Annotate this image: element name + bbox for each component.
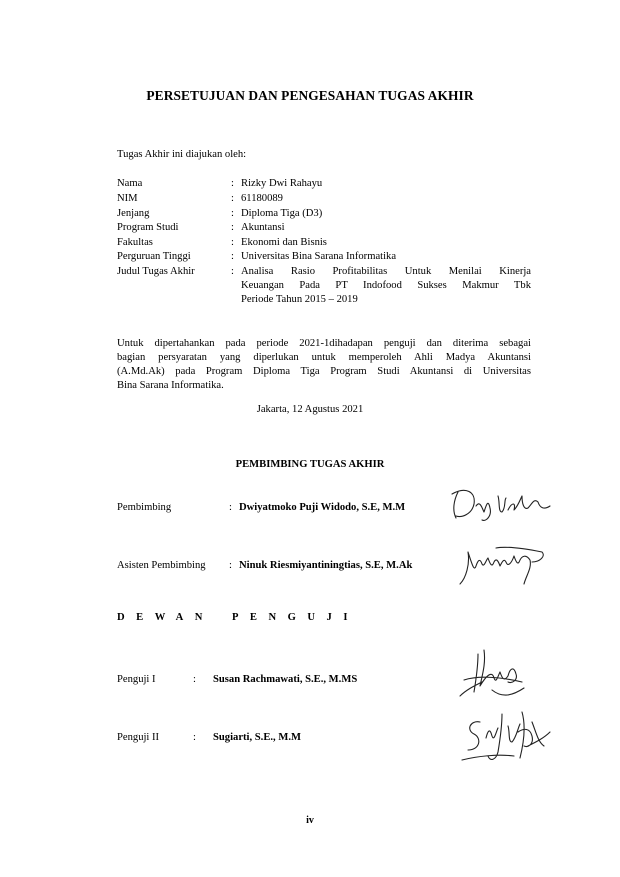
paragraph-line: Bina Sarana Informatika.: [117, 380, 224, 391]
field-value-jenjang: Diploma Tiga (D3): [241, 208, 323, 219]
penguji-1-name: Susan Rachmawati, S.E., M.MS: [213, 674, 358, 685]
field-value-judul-line-2: Keuangan Pada PT Indofood Sukses Makmur Tbk: [241, 280, 531, 291]
page-number: iv: [306, 815, 314, 826]
asisten-name: Ninuk Riesmiyantiningtias, S.E, M.Ak: [239, 560, 413, 571]
field-label-fakultas: Fakultas: [117, 237, 153, 248]
pembimbing-label: Pembimbing: [117, 502, 172, 513]
field-label-judul: Judul Tugas Akhir: [117, 266, 195, 277]
asisten-colon: :: [229, 560, 232, 571]
field-value-judul-line-1: Analisa Rasio Profitabilitas Untuk Menilai Kinerja: [241, 266, 531, 277]
dewan-word-1: DEWAN: [117, 612, 214, 623]
asisten-label: Asisten Pembimbing: [117, 560, 206, 571]
field-value-nama: Rizky Dwi Rahayu: [241, 178, 323, 189]
page-title: PERSETUJUAN DAN PENGESAHAN TUGAS AKHIR: [146, 88, 474, 103]
field-label-program-studi: Program Studi: [117, 222, 179, 233]
field-label-nama: Nama: [117, 178, 143, 189]
pembimbing-heading: PEMBIMBING TUGAS AKHIR: [235, 459, 385, 470]
penguji-1-label: Penguji I: [117, 674, 156, 685]
paragraph-line: bagian persyaratan yang diperlukan untuk memperoleh Ahli Madya Akuntansi: [117, 352, 531, 363]
penguji-1-signature: [452, 646, 534, 708]
field-value-nim: 61180089: [241, 193, 283, 204]
intro-text: Tugas Akhir ini diajukan oleh:: [117, 149, 247, 160]
field-value-perguruan-tinggi: Universitas Bina Sarana Informatika: [241, 251, 397, 262]
paragraph-line: Untuk dipertahankan pada periode 2021-1dihadapan penguji dan diterima sebagai: [117, 338, 531, 349]
field-colon: :: [231, 237, 234, 248]
field-colon: :: [231, 222, 234, 233]
field-colon: :: [231, 208, 234, 219]
field-value-program-studi: Akuntansi: [241, 222, 285, 233]
pembimbing-name: Dwiyatmoko Puji Widodo, S.E, M.M: [239, 502, 406, 513]
field-value-fakultas: Ekonomi dan Bisnis: [241, 237, 327, 248]
place-date: Jakarta, 12 Agustus 2021: [256, 404, 364, 415]
field-colon: :: [231, 266, 234, 277]
penguji-2-colon: :: [193, 732, 196, 743]
field-colon: :: [231, 193, 234, 204]
field-label-perguruan-tinggi: Perguruan Tinggi: [117, 251, 191, 262]
asisten-signature: [456, 542, 552, 588]
penguji-2-label: Penguji II: [117, 732, 160, 743]
penguji-1-colon: :: [193, 674, 196, 685]
dewan-word-2: PENGUJI: [231, 612, 359, 623]
dewan-heading: [117, 612, 359, 623]
penguji-2-signature: [458, 702, 554, 772]
penguji-2-name: Sugiarti, S.E., M.M: [213, 732, 301, 743]
field-label-jenjang: Jenjang: [117, 208, 150, 219]
field-colon: :: [231, 251, 234, 262]
field-value-judul-line-3: Periode Tahun 2015 – 2019: [241, 294, 358, 305]
paragraph-line: (A.Md.Ak) pada Program Diploma Tiga Program Studi Akuntansi di Universitas: [117, 366, 531, 377]
pembimbing-signature: [446, 482, 556, 524]
field-label-nim: NIM: [117, 193, 138, 204]
field-colon: :: [231, 178, 234, 189]
pembimbing-colon: :: [229, 502, 232, 513]
